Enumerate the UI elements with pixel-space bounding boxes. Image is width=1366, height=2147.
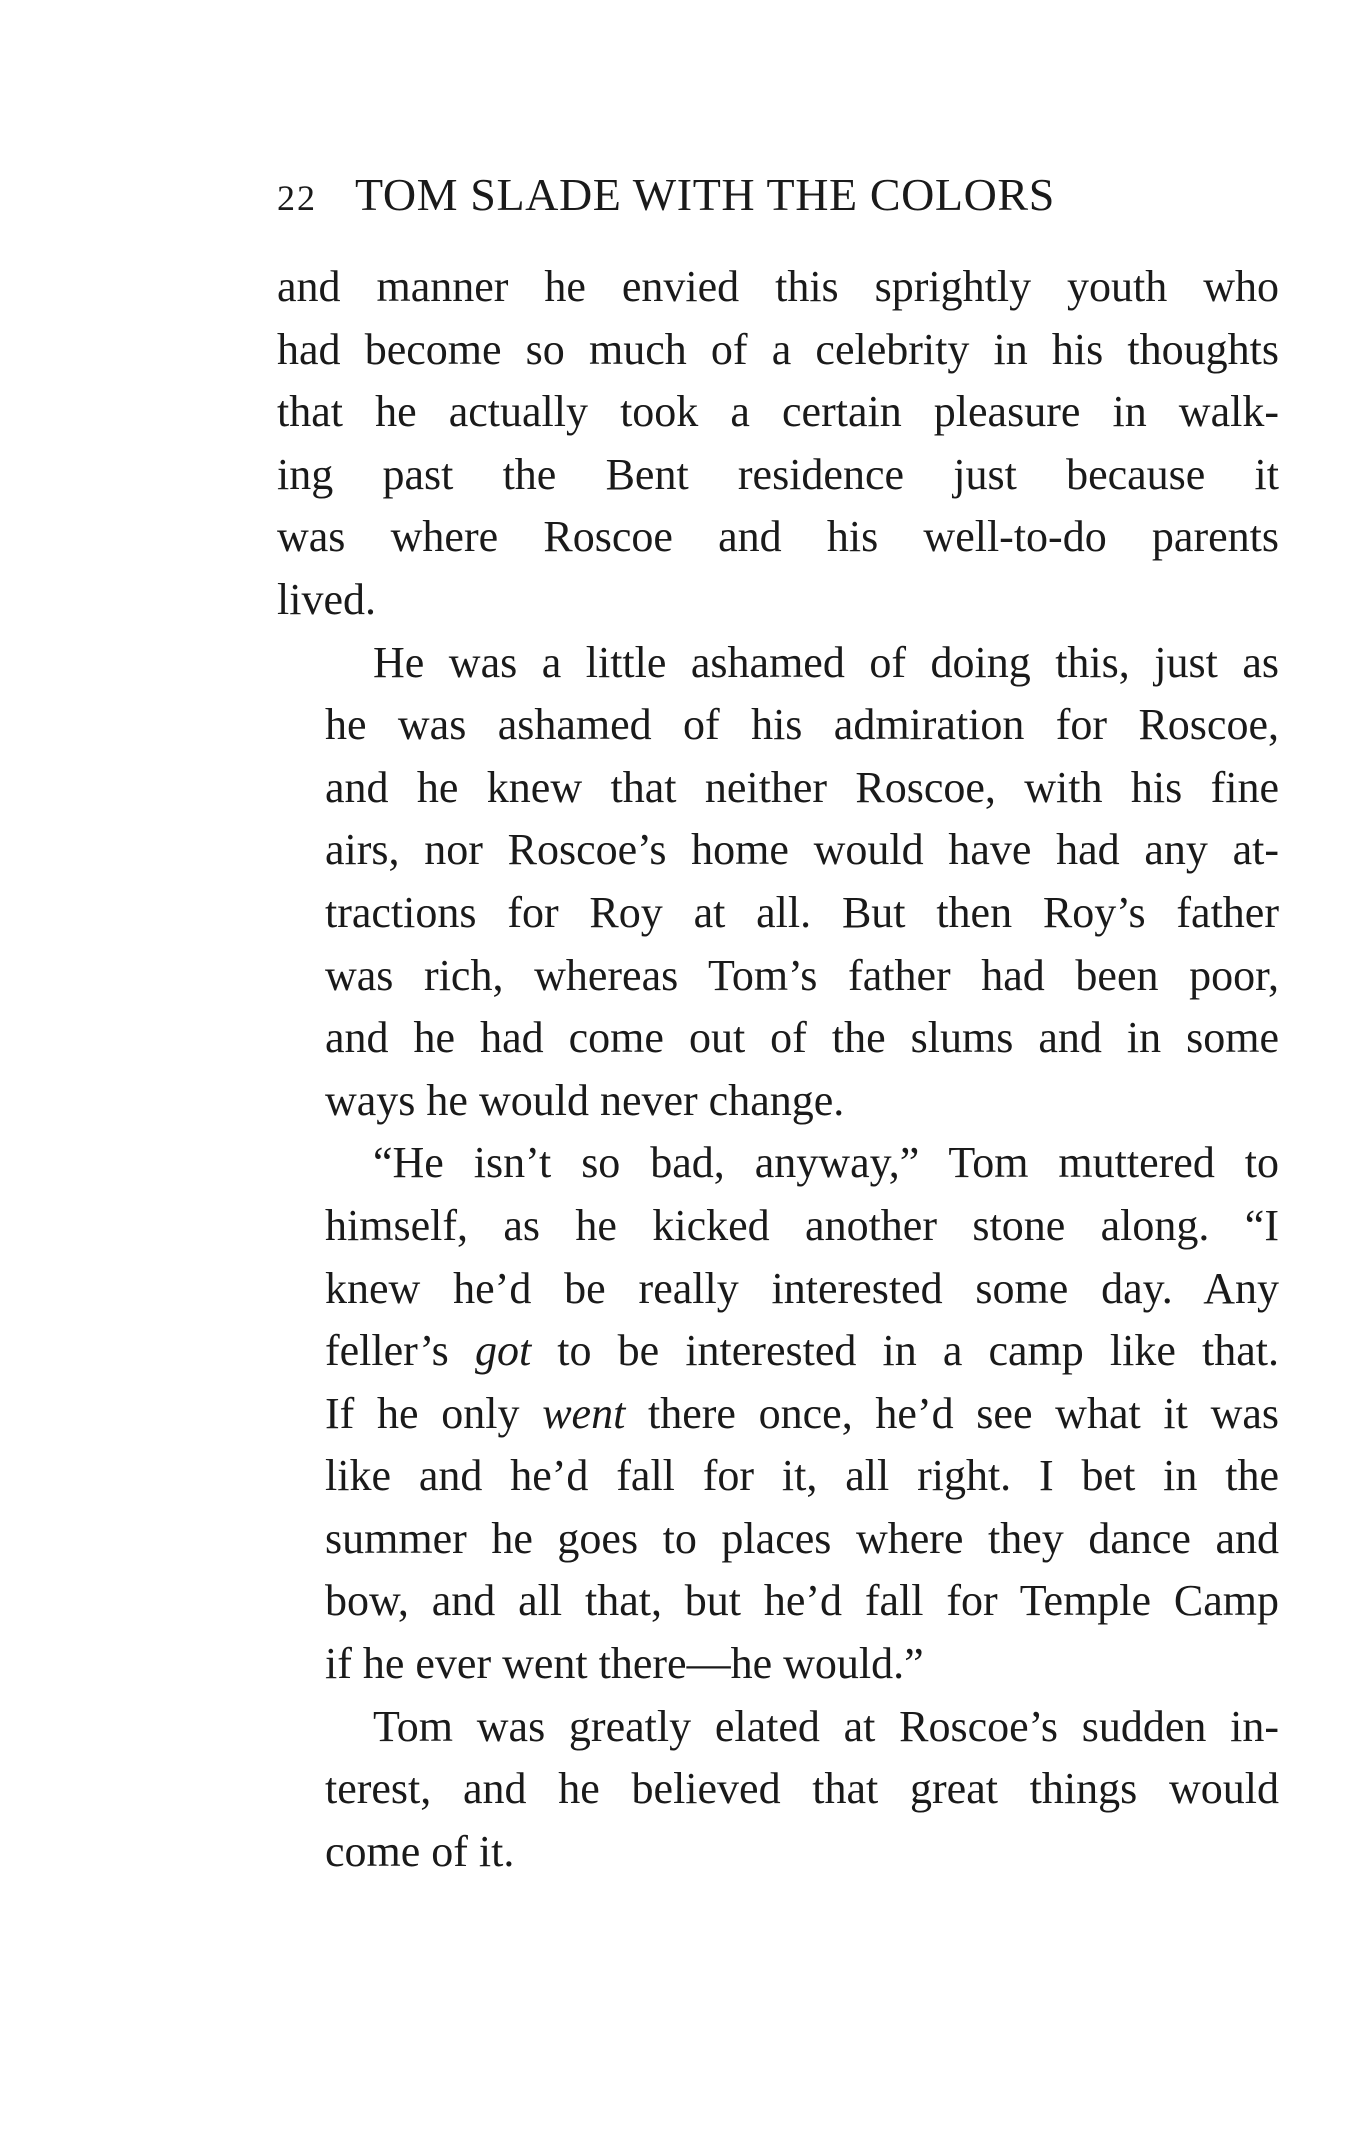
emphasized-word: got (474, 1326, 532, 1376)
text-line: He was a little ashamed of doing this, just as (373, 637, 1279, 687)
text-segment: there once, he’d see what it was (625, 1388, 1280, 1438)
text-line: was where Roscoe and his well-to-do parents (277, 512, 1279, 562)
text-line: had become so much of a celebrity in his thoughts (277, 324, 1279, 374)
text-line: summer he goes to places where they dance and (325, 1513, 1279, 1563)
text-line: come of it. (325, 1826, 515, 1876)
text-line: and he had come out of the slums and in some (325, 1013, 1279, 1063)
text-line: terest, and he believed that great things would (325, 1764, 1279, 1814)
text-segment: to be interested in a camp like that. (531, 1326, 1279, 1376)
text-line: if he ever went there—he would.” (325, 1639, 924, 1689)
paragraph (277, 256, 1279, 632)
paragraph (277, 1132, 1279, 1695)
page-number: 22 (277, 178, 317, 218)
text-line: tractions for Roy at all. But then Roy’s father (325, 887, 1279, 937)
text-line: bow, and all that, but he’d fall for Temple Camp (325, 1576, 1279, 1626)
text-segment: feller’s (325, 1326, 475, 1376)
text-line: Tom was greatly elated at Roscoe’s sudden in- (373, 1701, 1279, 1751)
text-line: that he actually took a certain pleasure in walk- (277, 387, 1279, 437)
text-line (277, 1383, 1279, 1446)
text-line: ways he would never change. (325, 1075, 845, 1125)
text-line: was rich, whereas Tom’s father had been poor, (325, 950, 1279, 1000)
text-line (277, 1320, 1279, 1383)
running-head-title: TOM SLADE WITH THE COLORS (355, 169, 1055, 220)
text-line: and he knew that neither Roscoe, with his fine (325, 762, 1279, 812)
text-line: lived. (277, 574, 376, 624)
running-head (277, 168, 1279, 248)
text-line: knew he’d be really interested some day. Any (325, 1263, 1279, 1313)
text-line: and manner he envied this sprightly youth who (277, 262, 1279, 311)
body-text (277, 256, 1279, 1883)
text-line: airs, nor Roscoe’s home would have had any at- (325, 825, 1279, 875)
paragraph (277, 1696, 1279, 1884)
text-line: himself, as he kicked another stone along. “I (325, 1200, 1279, 1250)
text-line: he was ashamed of his admiration for Roscoe, (325, 700, 1279, 750)
emphasized-word: went (542, 1388, 626, 1438)
paragraph (277, 632, 1279, 1133)
text-line: “He isn’t so bad, anyway,” Tom muttered to (373, 1138, 1279, 1188)
text-segment: If he only (325, 1388, 543, 1438)
book-page (277, 168, 1279, 1883)
text-line: ing past the Bent residence just because it (277, 449, 1279, 499)
text-line: like and he’d fall for it, all right. I bet in the (325, 1451, 1279, 1501)
